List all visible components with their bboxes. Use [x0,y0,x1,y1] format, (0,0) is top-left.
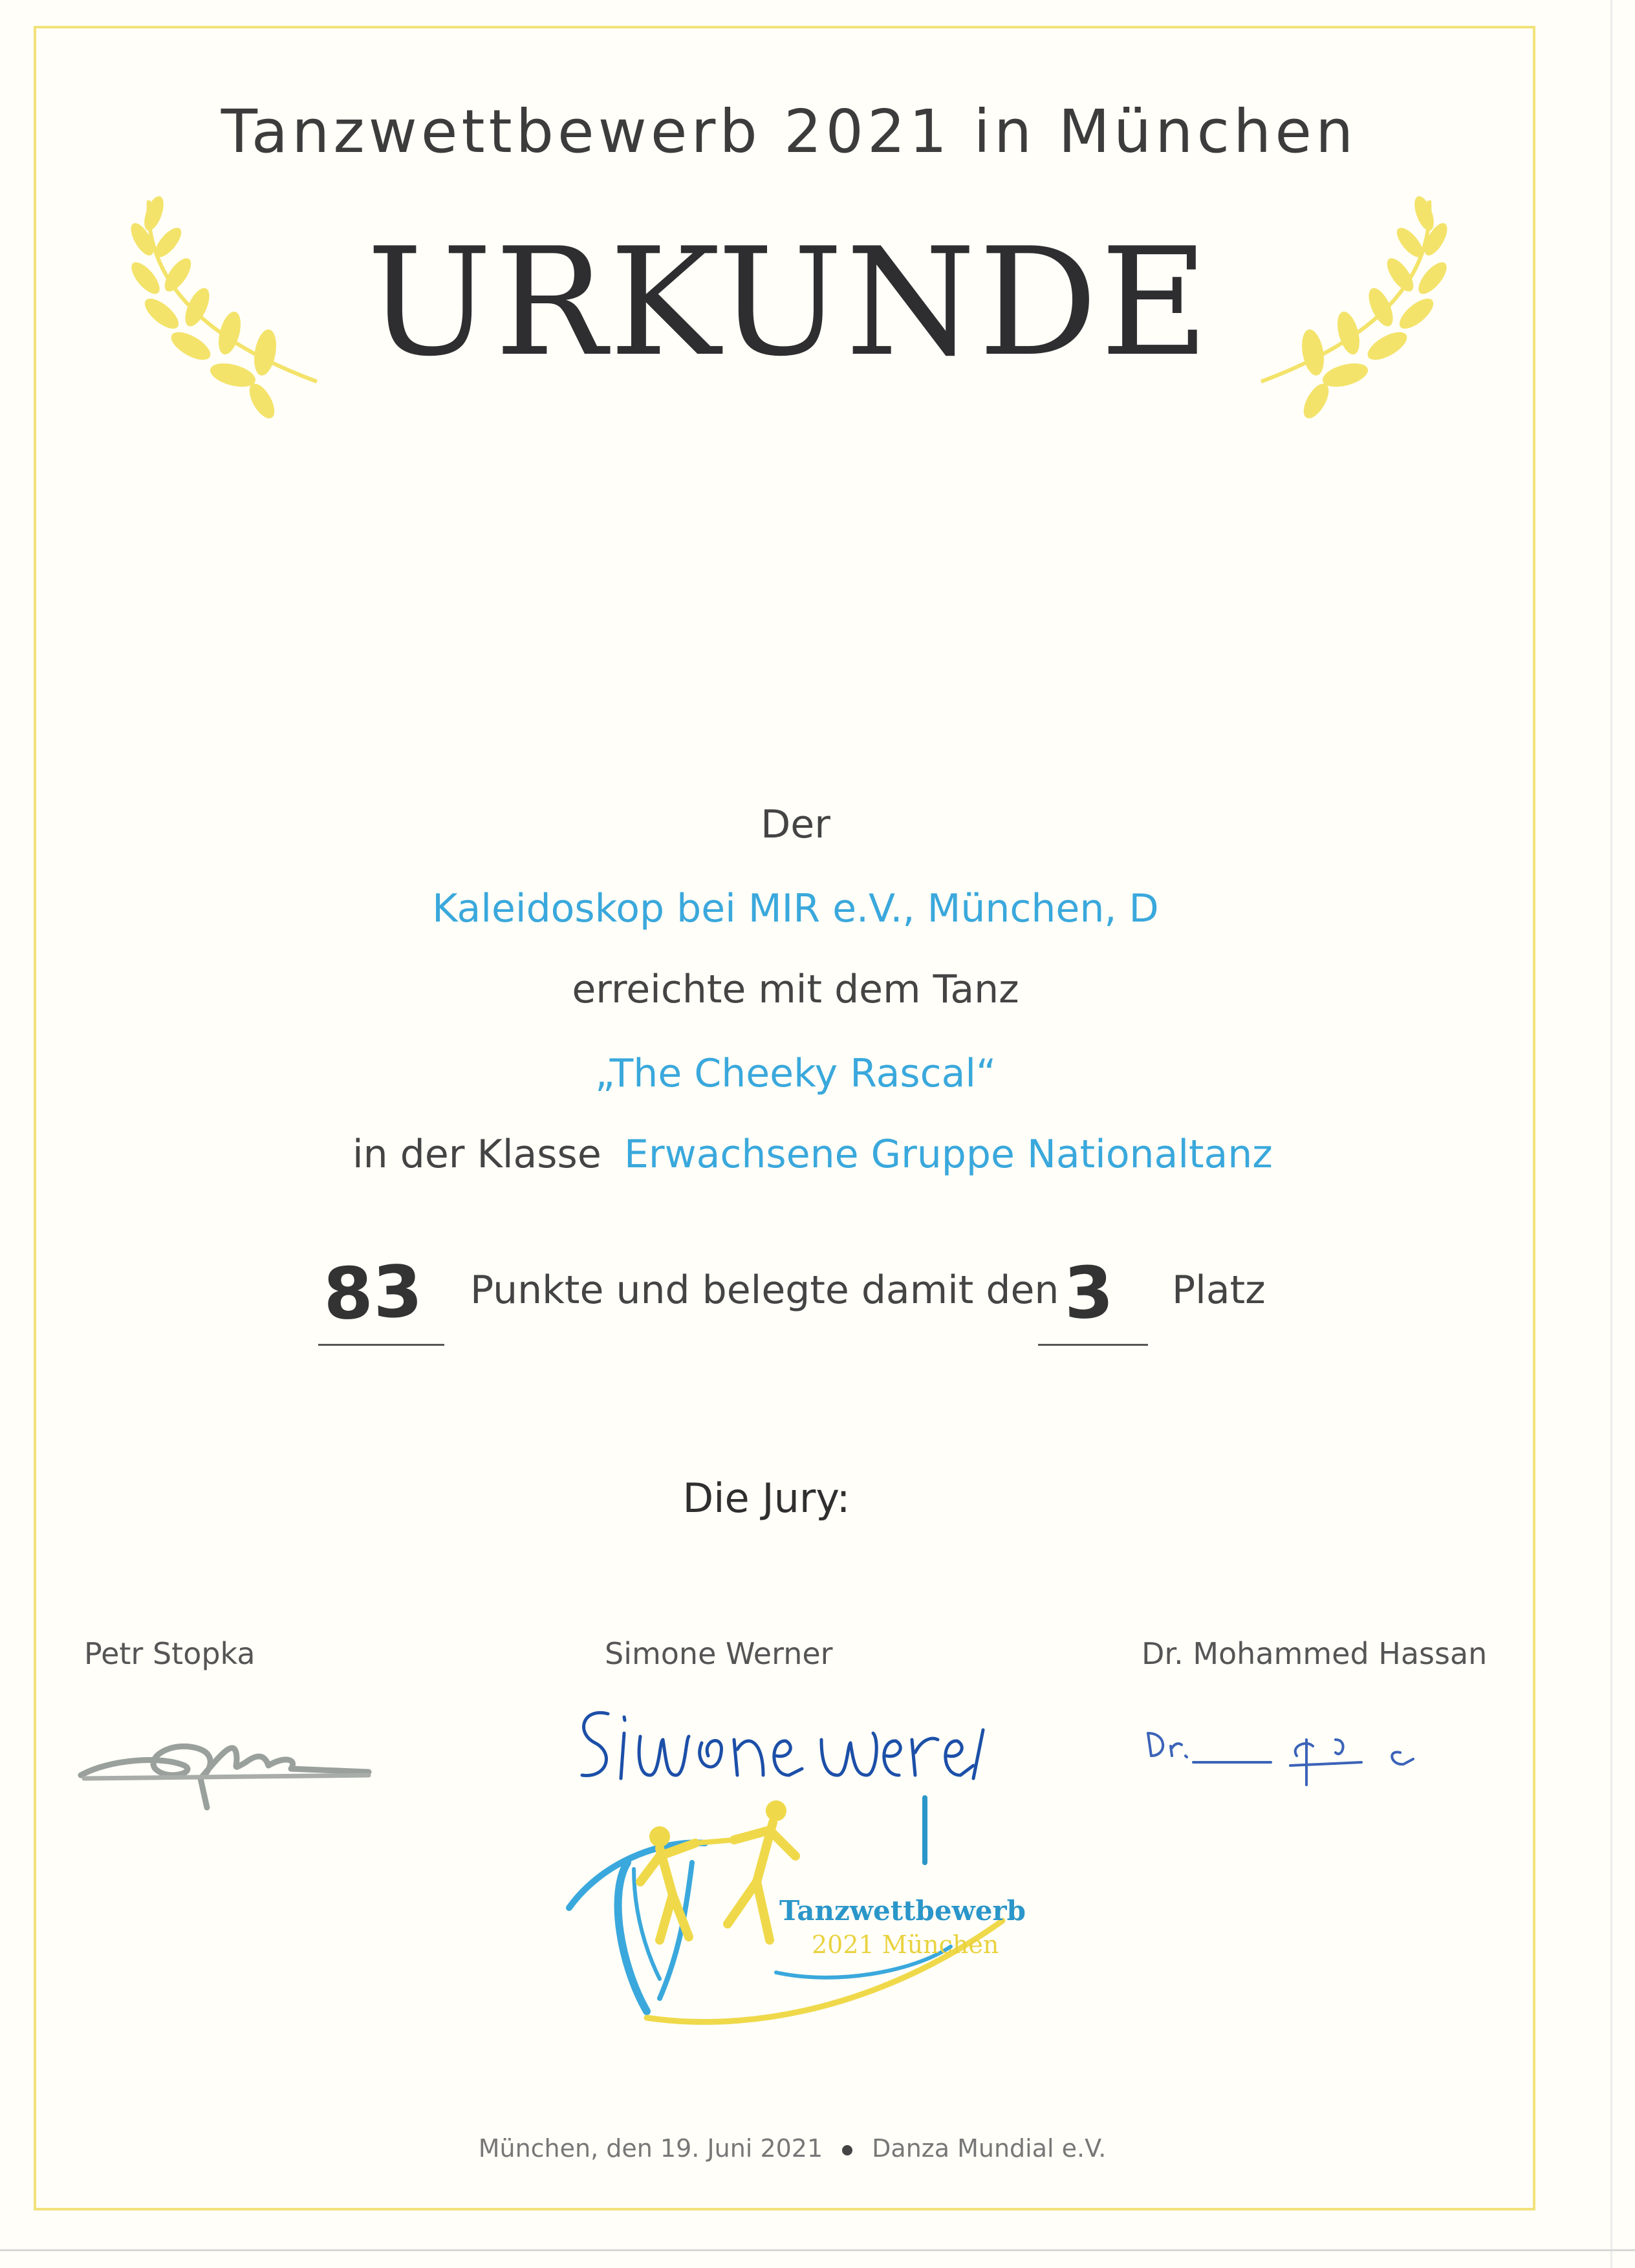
judge-name-3: Dr. Mohammed Hassan [1142,1636,1488,1671]
place-text: Platz [1172,1268,1266,1313]
event-title: Tanzwettbewerb 2021 in München [221,97,1358,166]
footer-place-date: München, den 19. Juni 2021 [478,2134,823,2163]
place-value: 3 [1062,1250,1115,1335]
participant-name: Kaleidoskop bei MIR e.V., München, D [432,886,1159,931]
place-underline [1038,1344,1148,1346]
right-laurel-icon [1235,188,1455,459]
class-value: Erwachsene Gruppe Nationaltanz [624,1132,1273,1177]
achieved-text: erreichte mit dem Tanz [572,967,1019,1012]
scan-edge-bottom [0,2249,1635,2251]
class-label: in der Klasse [352,1132,601,1177]
judge-name-1: Petr Stopka [84,1636,255,1671]
dance-title: „The Cheeky Rascal“ [594,1051,997,1096]
points-value: 83 [321,1249,424,1336]
points-underline [318,1344,444,1346]
logo-title: Tanzwettbewerb [779,1895,1026,1927]
judge-name-2: Simone Werner [605,1636,833,1671]
footer-separator-dot [842,2145,852,2155]
intro-text: Der [761,802,830,847]
points-text: Punkte und belegte damit den [470,1268,1059,1313]
footer [0,2134,1585,2163]
signature-mohammed-hassan [1142,1707,1491,1804]
signature-petr-stopka [71,1694,375,1817]
footer-organizer: Danza Mundial e.V. [872,2134,1107,2163]
certificate-heading: URKUNDE [366,217,1212,389]
logo-subtitle: 2021 München [812,1930,999,1959]
scan-edge-right [1610,0,1612,2268]
jury-title: Die Jury: [682,1474,850,1522]
